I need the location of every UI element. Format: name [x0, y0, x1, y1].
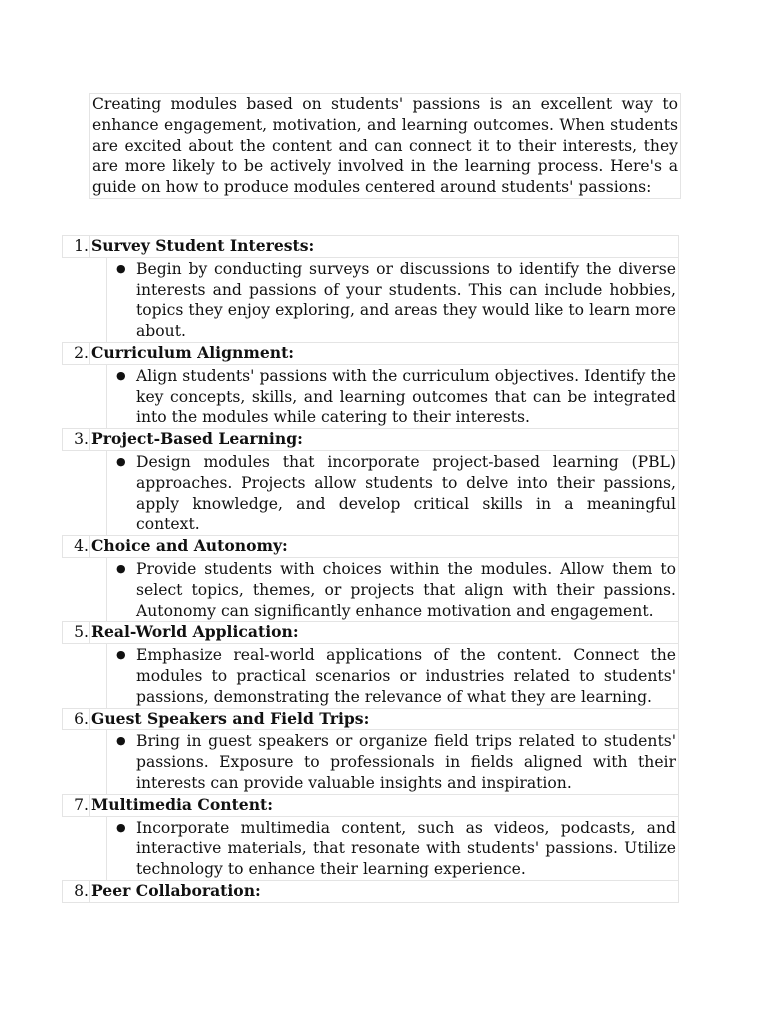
list-item-heading: [62, 428, 679, 451]
bullet-text: Begin by conducting surveys or discussions to identify the diverse interests and passions of your students. This can include hobbies, topics they enjoy exploring, and areas they would like to learn more about.: [136, 259, 676, 341]
bullet-text: Emphasize real-world applications of the content. Connect the modules to practical scenarios or industries related to students' passions, demonstrating the relevance of what they are learning.: [136, 646, 676, 706]
bullet-dot-icon: ●: [116, 648, 126, 662]
list-item-bullet: [106, 257, 679, 343]
bullet-text: Provide students with choices within the modules. Allow them to select topics, themes, or projects that align with their passions. Autonomy can significantly enhance motivation and engagement.: [136, 559, 676, 620]
list-item-bullet: [106, 450, 679, 536]
list-item-bullet: [106, 729, 679, 794]
list-item-bullet: [106, 643, 679, 708]
item-title: Real-World Application:: [91, 622, 299, 642]
item-title: Peer Collaboration:: [91, 880, 261, 900]
bullet-text: Bring in guest speakers or organize field trips related to students' passions. Exposure to professionals in fields aligned with their interests can provide valuable insights and inspiration.: [136, 732, 676, 792]
list-item-heading: [62, 621, 679, 644]
item-title: Project-Based Learning:: [91, 429, 303, 449]
list-item-heading: [62, 794, 679, 817]
guide-list: [62, 236, 679, 903]
list-item-bullet: [106, 816, 679, 881]
item-title: Choice and Autonomy:: [91, 536, 288, 556]
bullet-dot-icon: ●: [116, 261, 126, 275]
list-item-heading: [62, 535, 679, 558]
bullet-dot-icon: ●: [116, 561, 126, 575]
item-title: Multimedia Content:: [91, 794, 274, 814]
list-item-heading: [62, 235, 679, 258]
bullet-text: Design modules that incorporate project-based learning (PBL) approaches. Projects allow students to delve into their passions, apply knowledge, and develop critical skills in a meaningful context.: [136, 452, 676, 534]
bullet-dot-icon: ●: [116, 454, 126, 468]
bullet-dot-icon: ●: [116, 820, 126, 834]
item-title: Guest Speakers and Field Trips:: [91, 708, 370, 728]
item-number: 5.: [74, 623, 89, 642]
item-number: 7.: [74, 795, 89, 814]
item-number: 6.: [74, 709, 89, 728]
item-number: 8.: [74, 881, 89, 900]
list-item-heading: [62, 342, 679, 365]
list-item-bullet: [106, 557, 679, 622]
bullet-text: Incorporate multimedia content, such as videos, podcasts, and interactive materials, that resonate with students' passions. Utilize technology to enhance their learning experience.: [136, 818, 676, 879]
item-title: Curriculum Alignment:: [91, 342, 295, 362]
list-item-bullet: [106, 364, 679, 429]
list-item-heading: [62, 880, 679, 903]
list-item-heading: [62, 708, 679, 731]
bullet-dot-icon: ●: [116, 734, 126, 748]
intro-paragraph: Creating modules based on students' passions is an excellent way to enhance engagement, motivation, and learning outcomes. When students are excited about the content and can connect it to their interests, they are more likely to be actively involved in the learning process. Here's a guide on how to produce modules centered around students' passions:: [89, 93, 681, 199]
item-number: 1.: [74, 237, 89, 255]
bullet-text: Align students' passions with the curriculum objectives. Identify the key concepts, skills, and learning outcomes that can be integrated into the modules while catering to their interests.: [136, 366, 676, 427]
item-title: Survey Student Interests:: [91, 236, 315, 255]
bullet-dot-icon: ●: [116, 368, 126, 382]
item-number: 2.: [74, 343, 89, 362]
item-number: 3.: [74, 430, 89, 449]
item-number: 4.: [74, 537, 89, 556]
